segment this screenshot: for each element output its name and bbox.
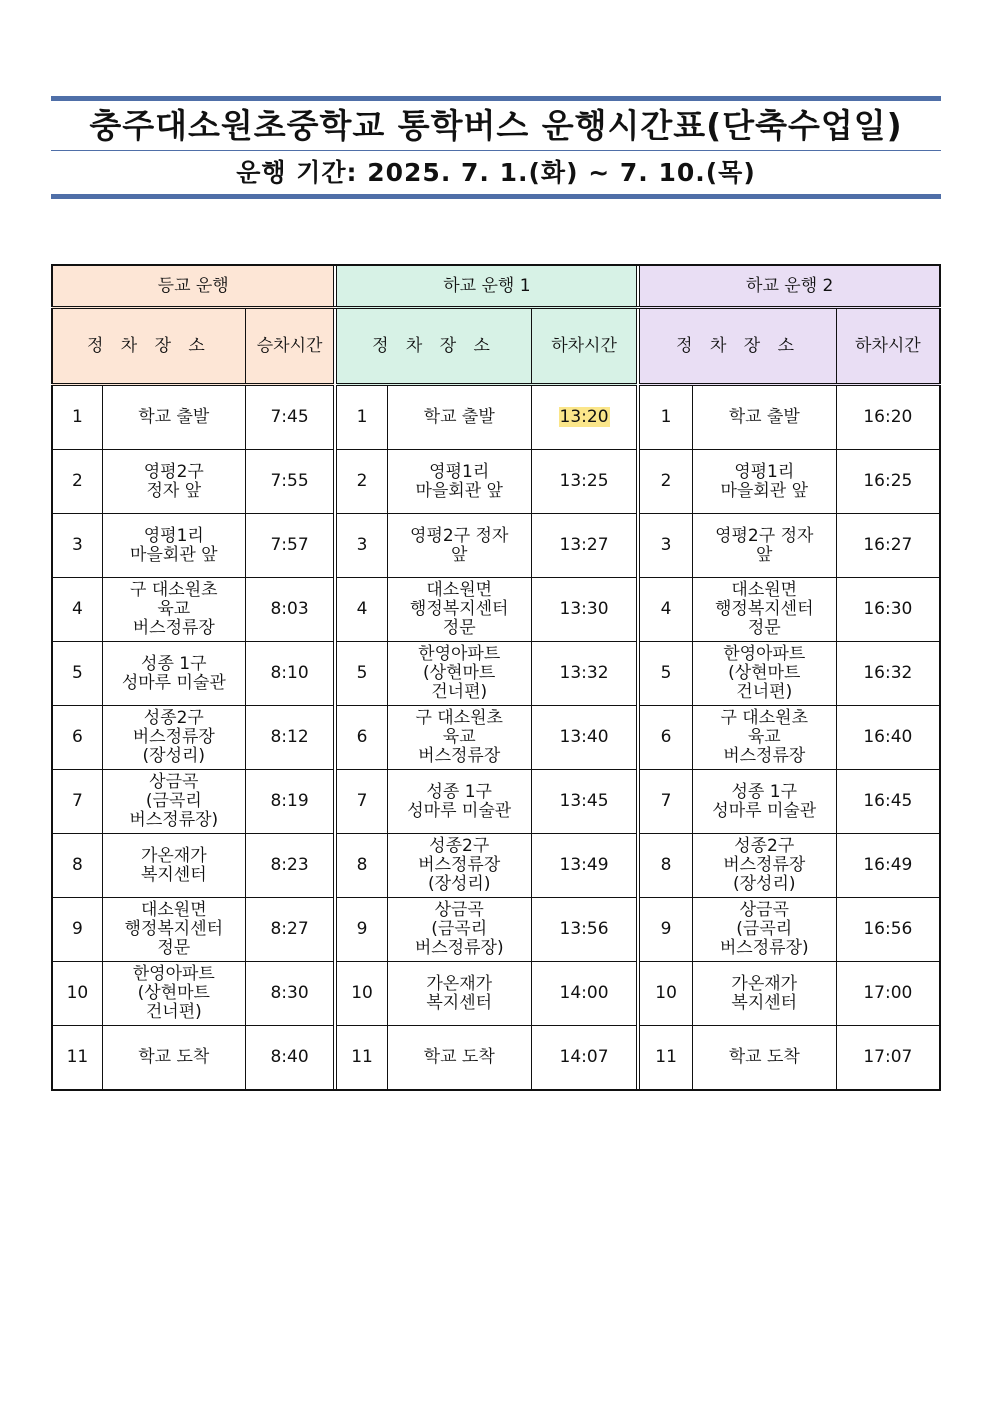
stop-number: 1 [640,385,692,450]
highlighted-time: 13:20 [559,407,609,427]
table-row [52,578,940,642]
operation-period: 운행 기간: 2025. 7. 1.(화) ~ 7. 10.(목) [236,158,756,187]
table-row [52,706,940,770]
stop-name-afternoon-1: 구 대소원초 육교 버스정류장 [387,706,531,770]
stop-number: 10 [640,962,692,1026]
stop-name-afternoon-1: 한영아파트 (상현마트 건너편) [387,642,531,706]
table-row [52,642,940,706]
stop-number: 2 [640,450,692,514]
stop-number: 8 [337,834,387,898]
stop-name-afternoon-2: 성종 1구 성마루 미술관 [692,770,836,834]
group-afternoon-1: 하교 운행 1 [337,265,637,308]
stop-number: 9 [52,898,102,962]
stop-number: 9 [640,898,692,962]
stop-name-afternoon-2: 구 대소원초 육교 버스정류장 [692,706,836,770]
stop-number: 1 [337,385,387,450]
stop-number: 4 [640,578,692,642]
alight-time-1: 14:07 [531,1026,637,1091]
group-header-row [52,265,940,308]
stop-name-morning: 성종2구 버스정류장 (장성리) [102,706,245,770]
stop-name-morning: 학교 도착 [102,1026,245,1091]
stop-name-morning: 상금곡 (금곡리 버스정류장) [102,770,245,834]
stop-name-afternoon-1: 대소원면 행정복지센터 정문 [387,578,531,642]
stop-number: 5 [337,642,387,706]
stop-name-afternoon-1: 가온재가 복지센터 [387,962,531,1026]
document-header [51,96,941,202]
stop-name-afternoon-2: 학교 도착 [692,1026,836,1091]
top-rule [51,96,941,101]
table-row [52,514,940,578]
stop-number: 4 [337,578,387,642]
stop-number: 7 [52,770,102,834]
middle-rule [51,150,941,151]
stop-number: 9 [337,898,387,962]
stop-name-afternoon-1: 학교 출발 [387,385,531,450]
stop-name-morning: 구 대소원초 육교 버스정류장 [102,578,245,642]
alight-time-1: 13:32 [531,642,637,706]
stop-number: 7 [640,770,692,834]
alight-time-2: 17:00 [836,962,940,1026]
stop-name-morning: 영평1리 마을회관 앞 [102,514,245,578]
stop-name-afternoon-2: 대소원면 행정복지센터 정문 [692,578,836,642]
stop-name-afternoon-2: 한영아파트 (상현마트 건너편) [692,642,836,706]
stop-name-morning: 대소원면 행정복지센터 정문 [102,898,245,962]
table-row [52,385,940,450]
stop-number: 8 [640,834,692,898]
board-time: 8:23 [245,834,334,898]
alight-time-1 [531,385,637,450]
stop-number: 3 [337,514,387,578]
board-time: 8:40 [245,1026,334,1091]
alight-time-1: 14:00 [531,962,637,1026]
col-alight-time-1: 하차시간 [531,308,637,385]
alight-time-1: 13:56 [531,898,637,962]
col-board-time: 승차시간 [245,308,334,385]
table-row [52,898,940,962]
column-header-row [52,308,940,385]
stop-number: 4 [52,578,102,642]
stop-name-afternoon-2: 성종2구 버스정류장 (장성리) [692,834,836,898]
alight-time-2: 16:32 [836,642,940,706]
alight-time-1: 13:30 [531,578,637,642]
alight-time-1: 13:27 [531,514,637,578]
stop-name-afternoon-2: 상금곡 (금곡리 버스정류장) [692,898,836,962]
alight-time-2: 17:07 [836,1026,940,1091]
stop-number: 1 [52,385,102,450]
stop-number: 3 [52,514,102,578]
table-row [52,1026,940,1091]
alight-time-2: 16:27 [836,514,940,578]
stop-number: 5 [640,642,692,706]
stop-name-morning: 영평2구 정자 앞 [102,450,245,514]
stop-name-afternoon-1: 학교 도착 [387,1026,531,1091]
table-row [52,962,940,1026]
board-time: 8:03 [245,578,334,642]
stop-number: 10 [337,962,387,1026]
stop-number: 10 [52,962,102,1026]
stop-number: 11 [337,1026,387,1091]
alight-time-2: 16:49 [836,834,940,898]
alight-time-1: 13:49 [531,834,637,898]
stop-name-morning: 한영아파트 (상현마트 건너편) [102,962,245,1026]
board-time: 7:45 [245,385,334,450]
stop-number: 11 [52,1026,102,1091]
stop-number: 8 [52,834,102,898]
stop-number: 6 [337,706,387,770]
stop-name-afternoon-2: 학교 출발 [692,385,836,450]
stop-name-afternoon-2: 가온재가 복지센터 [692,962,836,1026]
group-morning: 등교 운행 [52,265,334,308]
stop-name-morning: 학교 출발 [102,385,245,450]
board-time: 8:19 [245,770,334,834]
stop-number: 2 [52,450,102,514]
board-time: 7:55 [245,450,334,514]
col-stop-2: 정 차 장 소 [337,308,531,385]
board-time: 8:27 [245,898,334,962]
stop-number: 6 [640,706,692,770]
alight-time-2: 16:45 [836,770,940,834]
board-time: 8:30 [245,962,334,1026]
stop-number: 7 [337,770,387,834]
board-time: 8:12 [245,706,334,770]
table-row [52,770,940,834]
stop-name-afternoon-1: 영평1리 마을회관 앞 [387,450,531,514]
stop-number: 2 [337,450,387,514]
table-row [52,450,940,514]
page-title: 충주대소원초중학교 통학버스 운행시간표(단축수업일) [89,106,903,145]
table-row [52,834,940,898]
alight-time-2: 16:25 [836,450,940,514]
col-alight-time-2: 하차시간 [836,308,940,385]
stop-name-afternoon-2: 영평1리 마을회관 앞 [692,450,836,514]
group-afternoon-2: 하교 운행 2 [640,265,940,308]
stop-name-afternoon-1: 영평2구 정자 앞 [387,514,531,578]
stop-name-afternoon-1: 성종2구 버스정류장 (장성리) [387,834,531,898]
stop-name-morning: 성종 1구 성마루 미술관 [102,642,245,706]
stop-name-afternoon-1: 상금곡 (금곡리 버스정류장) [387,898,531,962]
stop-name-afternoon-2: 영평2구 정자 앞 [692,514,836,578]
stop-name-afternoon-1: 성종 1구 성마루 미술관 [387,770,531,834]
alight-time-2: 16:20 [836,385,940,450]
col-stop-1: 정 차 장 소 [52,308,245,385]
stop-number: 3 [640,514,692,578]
alight-time-1: 13:40 [531,706,637,770]
stop-number: 6 [52,706,102,770]
alight-time-2: 16:40 [836,706,940,770]
bottom-rule [51,194,941,199]
stop-number: 11 [640,1026,692,1091]
board-time: 7:57 [245,514,334,578]
stop-name-morning: 가온재가 복지센터 [102,834,245,898]
board-time: 8:10 [245,642,334,706]
alight-time-1: 13:45 [531,770,637,834]
alight-time-2: 16:56 [836,898,940,962]
col-stop-3: 정 차 장 소 [640,308,836,385]
alight-time-2: 16:30 [836,578,940,642]
bus-timetable [51,264,941,1091]
alight-time-1: 13:25 [531,450,637,514]
stop-number: 5 [52,642,102,706]
